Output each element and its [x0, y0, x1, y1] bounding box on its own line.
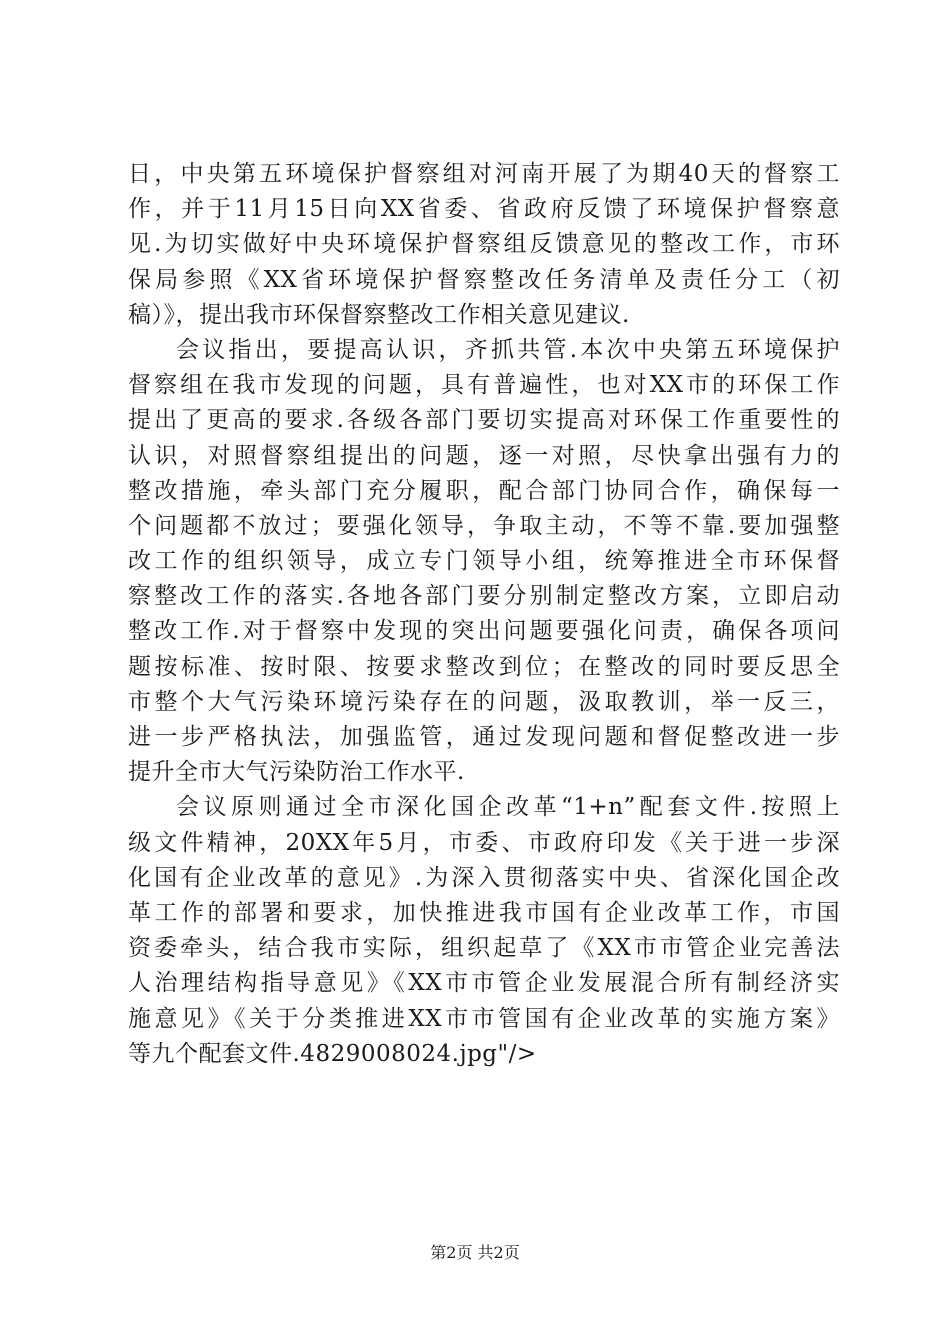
paragraph-line: 化国有企业改革的意见》.为深入贯彻落实中央、省深化国企改 [128, 864, 840, 891]
paragraph-line: 题按标准、按时限、按要求整改到位；在整改的同时要反思全 [128, 653, 840, 680]
paragraph-line: 会议指出，要提高认识，齐抓共管.本次中央第五环境保护 [176, 336, 840, 363]
page-number-footer: 第2页 共2页 [430, 1243, 520, 1262]
paragraph-line: 个问题都不放过；要强化领导，争取主动，不等不靠.要加强整 [128, 512, 840, 539]
paragraph-line: 人治理结构指导意见》《XX市市管企业发展混合所有制经济实 [128, 970, 840, 997]
paragraph-line: 资委牵头，结合我市实际，组织起草了《XX市市管企业完善法 [128, 935, 840, 962]
paragraph-line: 进一步严格执法，加强监管，通过发现问题和督促整改进一步 [128, 724, 840, 750]
paragraph-line: 提升全市大气污染防治工作水平. [128, 759, 465, 786]
paragraph-line: 认识，对照督察组提出的问题，逐一对照，尽快拿出强有力的 [128, 442, 840, 469]
paragraph-line: 保局参照《XX省环境保护督察整改任务清单及责任分工（初 [128, 266, 840, 293]
paragraph-line: 稿）》，提出我市环保督察整改工作相关意见建议. [128, 301, 630, 328]
document-body [128, 157, 840, 1072]
paragraph-line: 督察组在我市发现的问题，具有普遍性，也对XX市的环保工作 [128, 372, 840, 399]
paragraph-line: 作，并于11月15日向XX省委、省政府反馈了环境保护督察意 [128, 196, 840, 223]
paragraph-line: 革工作的部署和要求，加快推进我市国有企业改革工作，市国 [128, 899, 840, 926]
paragraph-line: 施意见》《关于分类推进XX市市管国有企业改革的实施方案》 [128, 1005, 840, 1032]
paragraph-line: 日，中央第五环境保护督察组对河南开展了为期40天的督察工 [128, 161, 840, 187]
paragraph-line: 级文件精神，20XX年5月，市委、市政府印发《关于进一步深 [128, 829, 840, 856]
paragraph-line: 见.为切实做好中央环境保护督察组反馈意见的整改工作，市环 [128, 231, 840, 258]
paragraph-line: 察整改工作的落实.各地各部门要分别制定整改方案，立即启动 [128, 583, 840, 610]
paragraph-line: 改工作的组织领导，成立专门领导小组，统筹推进全市环保督 [128, 548, 840, 575]
paragraph-line: 整改工作.对于督察中发现的突出问题要强化问责，确保各项问 [128, 618, 840, 645]
paragraph-line: 会议原则通过全市深化国企改革“1+n”配套文件.按照上 [176, 794, 840, 821]
paragraph-line: 市整个大气污染环境污染存在的问题，汲取教训，举一反三， [128, 688, 840, 715]
paragraph-line: 整改措施，牵头部门充分履职，配合部门协同合作，确保每一 [128, 477, 840, 504]
paragraph-line: 提出了更高的要求.各级各部门要切实提高对环保工作重要性的 [128, 407, 840, 434]
paragraph-line: 等九个配套文件.4829008024.jpg"/> [128, 1040, 537, 1067]
